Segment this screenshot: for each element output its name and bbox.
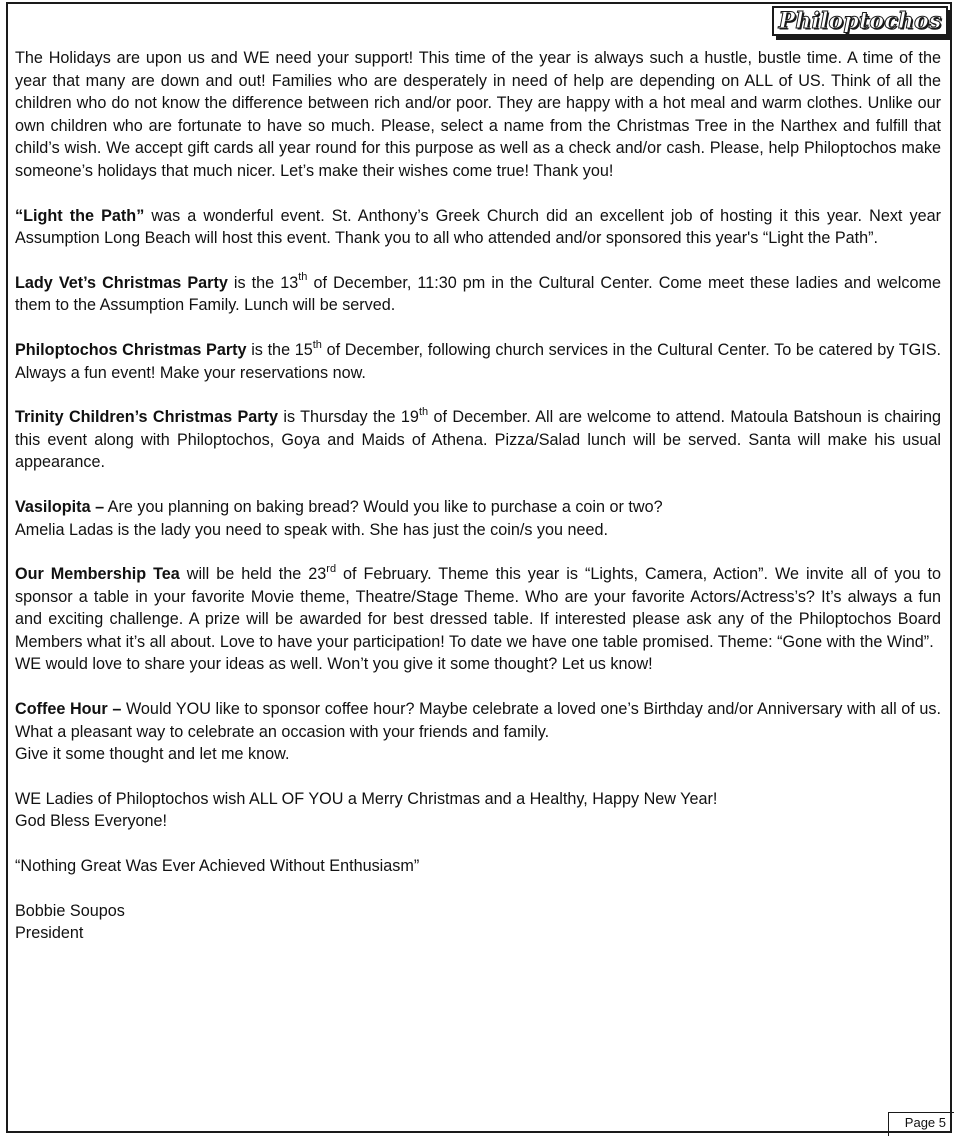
- membership-tea-text-before: will be held the 23: [179, 565, 327, 584]
- intro-paragraph: The Holidays are upon us and WE need your support! This time of the year is always such a hustle, bustle time. A time of the year that many are down and out! Families who are desperately in need of help are depending on ALL of US. Think of all the children who do not know the difference between rich and/or poor. They are happy with a hot meal and warm clothes. Unlike our own children who are fortunate to have so much. Please, select a name from the Christmas Tree in the Narthex and fulfill that child’s wish. We accept gift cards all year round for this purpose as well as a check and/or cash. Please, help Philoptochos make someone’s holidays that much nicer. Let’s make their wishes come true! Thank you!: [15, 49, 941, 180]
- philoptochos-party-paragraph: [15, 339, 941, 384]
- membership-tea-last-line: WE would love to share your ideas as well. Won’t you give it some thought? Let us know!: [15, 655, 653, 674]
- trinity-party-paragraph: [15, 406, 941, 474]
- membership-tea-paragraph: [15, 563, 941, 653]
- coffee-hour-text: Would YOU like to sponsor coffee hour? Maybe celebrate a loved one’s Birthday and/or Anniversary with all of us. What a pleasant way to celebrate an occasion with your friends and family.: [15, 700, 941, 741]
- lady-vet-paragraph: [15, 272, 941, 317]
- trinity-party-text-after: of December. All are welcome to attend. Matoula Batshoun is chairing this event along with Philoptochos, Goya and Maids of Athena. Pizza/Salad lunch will be served. Santa will make his usual appearance.: [15, 408, 941, 472]
- lady-vet-text-after: of December, 11:30 pm in the Cultural Center. Come meet these ladies and welcome them to the Assumption Family. Lunch will be served.: [15, 273, 941, 315]
- light-the-path-title: Light the Path: [23, 206, 137, 225]
- vasilopita-paragraph: [15, 496, 941, 541]
- section-title: Philoptochos: [778, 8, 942, 34]
- coffee-hour-last-line: Give it some thought and let me know.: [15, 745, 290, 764]
- philoptochos-party-ordinal: th: [312, 338, 322, 351]
- newsletter-body: [15, 47, 941, 945]
- lady-vet-text-before: is the 13: [227, 273, 299, 292]
- lady-vet-ordinal: th: [298, 271, 308, 284]
- vasilopita-line-1: Are you planning on baking bread? Would you like to purchase a coin or two?: [104, 497, 663, 516]
- light-the-path-close-quote: ”: [136, 206, 145, 225]
- lady-vet-title: Lady Vet’s Christmas Party: [15, 273, 228, 292]
- trinity-party-title: Trinity Children’s Christmas Party: [15, 408, 278, 427]
- signature-role: President: [15, 924, 84, 943]
- page-number: Page 5: [904, 1115, 946, 1130]
- philoptochos-party-text-after: of December, following church services in the Cultural Center. To be catered by TGIS. Always a fun event! Make your reservations now.: [15, 340, 942, 382]
- closing-line-2: God Bless Everyone!: [15, 812, 168, 831]
- membership-tea-text-after: of February. Theme this year is “Lights, Camera, Action”. We invite all of you to sponsor a table in your favorite Movie theme, Theatre/Stage Theme. Who are your favorite Actors/Actress’s? It’s always a fun and exciting challenge. A prize will be awarded for best dressed table. If interested please ask any of the Philoptochos Board Members what it’s all about. Love to have your participation! To date we have one table promised. Theme: “Gone with the Wind”.: [15, 565, 941, 651]
- light-the-path-paragraph: [15, 205, 941, 250]
- section-title-box: [772, 6, 948, 36]
- closing-line-1: WE Ladies of Philoptochos wish ALL OF YOU a Merry Christmas and a Healthy, Happy New Year!: [15, 789, 718, 808]
- light-the-path-text: was a wonderful event. St. Anthony’s Greek Church did an excellent job of hosting it this year. Next year Assumption Long Beach will host this event. Thank you to all who attended and/or sponsored this year's “Light the Path”.: [15, 206, 941, 248]
- light-the-path-open-quote: “: [15, 206, 24, 225]
- philoptochos-party-title: Philoptochos Christmas Party: [15, 340, 247, 359]
- coffee-hour-paragraph: [15, 698, 941, 743]
- vasilopita-line-2: Amelia Ladas is the lady you need to speak with. She has just the coin/s you need.: [15, 520, 609, 539]
- membership-tea-title: Our Membership Tea: [15, 565, 180, 584]
- signature-name: Bobbie Soupos: [15, 901, 125, 920]
- vasilopita-title: Vasilopita –: [15, 497, 105, 516]
- philoptochos-party-text-before: is the 15: [246, 340, 313, 359]
- trinity-party-ordinal: th: [418, 405, 429, 418]
- membership-tea-ordinal: rd: [326, 562, 337, 575]
- coffee-hour-title: Coffee Hour –: [15, 700, 122, 719]
- enthusiasm-quote: “Nothing Great Was Ever Achieved Without Enthusiasm”: [15, 857, 420, 876]
- trinity-party-text-before: is Thursday the 19: [277, 408, 419, 427]
